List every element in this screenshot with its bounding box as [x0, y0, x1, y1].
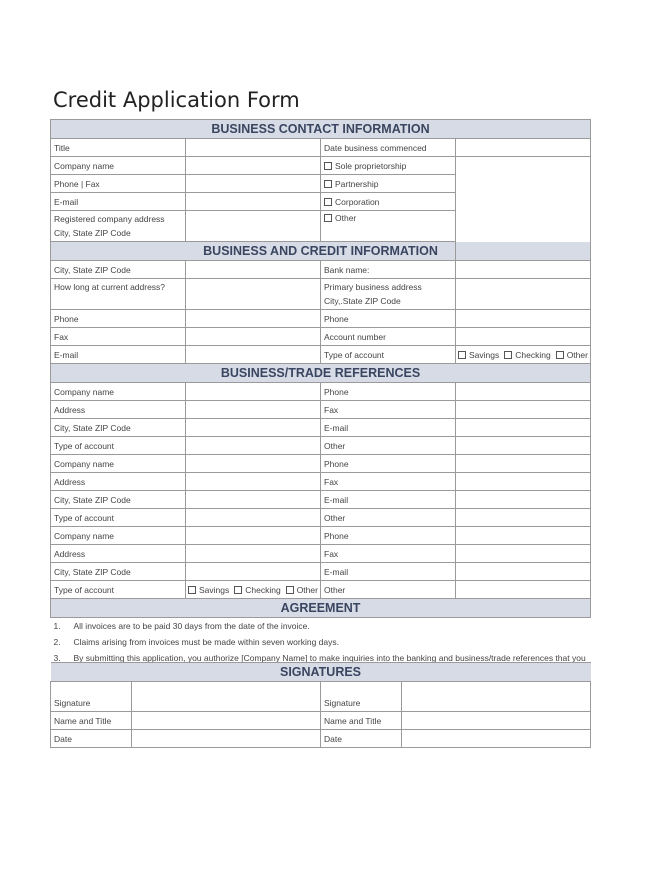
trade-references-header: BUSINESS/TRADE REFERENCES — [51, 364, 591, 383]
checkbox-icon[interactable] — [458, 351, 466, 359]
ref3-fax-input[interactable] — [456, 545, 591, 563]
ref2-fax-input[interactable] — [456, 473, 591, 491]
ref2-address-label: Address — [51, 473, 186, 491]
ref2-phone-label: Phone — [321, 455, 456, 473]
signature-label-2: Signature — [321, 682, 402, 712]
ref2-email-input[interactable] — [456, 491, 591, 509]
ref2-other-input[interactable] — [456, 509, 591, 527]
account-number-label: Account number — [321, 328, 456, 346]
phone-label: Phone — [51, 310, 186, 328]
ref1-other-label: Other — [321, 437, 456, 455]
ref3-fax-label: Fax — [321, 545, 456, 563]
option-partnership[interactable]: Partnership — [321, 175, 456, 193]
ref3-email-input[interactable] — [456, 563, 591, 581]
bank-name-label: Bank name: — [321, 261, 456, 279]
company-name-input[interactable] — [186, 157, 321, 175]
ref3-phone-label: Phone — [321, 527, 456, 545]
credit-application-table — [50, 119, 591, 681]
agreement-item: 2. Claims arising from invoices must be made within seven working days. — [53, 637, 339, 647]
bank-phone-input[interactable] — [456, 310, 591, 328]
title-label: Title — [51, 139, 186, 157]
date-commenced-label: Date business commenced — [321, 139, 456, 157]
email-input[interactable] — [186, 193, 321, 211]
ref2-phone-input[interactable] — [456, 455, 591, 473]
date-label: Date — [51, 730, 132, 748]
ref2-address-input[interactable] — [186, 473, 321, 491]
ref2-company-input[interactable] — [186, 455, 321, 473]
ref2-city-label: City, State ZIP Code — [51, 491, 186, 509]
ref1-email-input[interactable] — [456, 419, 591, 437]
fax-input[interactable] — [186, 328, 321, 346]
primary-address-label: Primary business address City,.State ZIP Code — [321, 279, 456, 310]
ref3-address-label: Address — [51, 545, 186, 563]
checkbox-icon[interactable] — [504, 351, 512, 359]
ref1-other-input[interactable] — [456, 437, 591, 455]
ref3-account-type-label: Type of account — [51, 581, 186, 599]
agreement-header: AGREEMENT — [51, 599, 591, 618]
date-input-2[interactable] — [402, 730, 591, 748]
phone-fax-label: Phone | Fax — [51, 175, 186, 193]
ref2-city-input[interactable] — [186, 491, 321, 509]
city-state-zip-input[interactable] — [186, 261, 321, 279]
signature-label: Signature — [51, 682, 132, 712]
ref2-fax-label: Fax — [321, 473, 456, 491]
signature-input[interactable] — [132, 682, 321, 712]
option-other[interactable]: Other — [286, 585, 318, 595]
ref3-account-type-options — [186, 581, 321, 599]
option-checking[interactable]: Checking — [504, 350, 550, 360]
account-type-label: Type of account — [321, 346, 456, 364]
ref1-address-label: Address — [51, 401, 186, 419]
option-other[interactable]: Other — [321, 211, 456, 242]
ref3-other-label: Other — [321, 581, 456, 599]
signature-input-2[interactable] — [402, 682, 591, 712]
phone-input[interactable] — [186, 310, 321, 328]
ref1-company-label: Company name — [51, 383, 186, 401]
agreement-item: 1. All invoices are to be paid 30 days from the date of the invoice. — [53, 621, 310, 631]
city-state-zip-label: City, State ZIP Code — [51, 261, 186, 279]
ref2-account-type-label: Type of account — [51, 509, 186, 527]
ref1-fax-label: Fax — [321, 401, 456, 419]
page-title: Credit Application Form — [53, 88, 300, 112]
option-sole-proprietorship[interactable]: Sole proprietorship — [321, 157, 456, 175]
checkbox-icon[interactable] — [324, 180, 332, 188]
ref3-city-label: City, State ZIP Code — [51, 563, 186, 581]
ref1-account-type-label: Type of account — [51, 437, 186, 455]
date-commenced-input[interactable] — [456, 139, 591, 157]
checkbox-icon[interactable] — [324, 162, 332, 170]
signatures-header: SIGNATURES — [51, 663, 591, 682]
ref3-company-input[interactable] — [186, 527, 321, 545]
checkbox-icon[interactable] — [234, 586, 242, 594]
date-input[interactable] — [132, 730, 321, 748]
ref1-account-type-input[interactable] — [186, 437, 321, 455]
name-title-input[interactable] — [132, 712, 321, 730]
bank-phone-label: Phone — [321, 310, 456, 328]
agreement-item: 3. By submitting this application, you authorize [Company Name] to make inquiries into the banking and business/trade references that you — [53, 653, 586, 663]
company-name-label: Company name — [51, 157, 186, 175]
name-title-input-2[interactable] — [402, 712, 591, 730]
time-at-address-input[interactable] — [186, 279, 321, 310]
date-label-2: Date — [321, 730, 402, 748]
name-title-label: Name and Title — [51, 712, 132, 730]
ref3-other-input[interactable] — [456, 581, 591, 599]
name-title-label-2: Name and Title — [321, 712, 402, 730]
ref3-email-label: E-mail — [321, 563, 456, 581]
signatures-table — [50, 662, 591, 748]
business-contact-header: BUSINESS CONTACT INFORMATION — [51, 120, 591, 139]
fax-label: Fax — [51, 328, 186, 346]
account-number-input[interactable] — [456, 328, 591, 346]
option-corporation[interactable]: Corporation — [321, 193, 456, 211]
primary-address-input[interactable] — [456, 279, 591, 310]
option-savings[interactable]: Savings — [188, 585, 229, 595]
option-other[interactable]: Other — [556, 350, 588, 360]
checkbox-icon[interactable] — [188, 586, 196, 594]
account-type-options — [456, 346, 591, 364]
option-checking[interactable]: Checking — [234, 585, 280, 595]
ref3-city-input[interactable] — [186, 563, 321, 581]
registered-address-label: Registered company address City, State ZIP Code — [51, 211, 186, 242]
credit-email-label: E-mail — [51, 346, 186, 364]
ref3-company-label: Company name — [51, 527, 186, 545]
ref1-fax-input[interactable] — [456, 401, 591, 419]
ref2-account-type-input[interactable] — [186, 509, 321, 527]
ref1-phone-input[interactable] — [456, 383, 591, 401]
ref1-phone-label: Phone — [321, 383, 456, 401]
ref1-email-label: E-mail — [321, 419, 456, 437]
registered-address-input[interactable] — [186, 211, 321, 242]
ref1-address-input[interactable] — [186, 401, 321, 419]
checkbox-icon[interactable] — [286, 586, 294, 594]
ref2-company-label: Company name — [51, 455, 186, 473]
option-savings[interactable]: Savings — [458, 350, 499, 360]
checkbox-icon[interactable] — [324, 198, 332, 206]
credit-email-input[interactable] — [186, 346, 321, 364]
phone-fax-input[interactable] — [186, 175, 321, 193]
checkbox-icon[interactable] — [324, 214, 332, 222]
email-label: E-mail — [51, 193, 186, 211]
title-input[interactable] — [186, 139, 321, 157]
ref1-company-input[interactable] — [186, 383, 321, 401]
ref1-city-input[interactable] — [186, 419, 321, 437]
ref2-email-label: E-mail — [321, 491, 456, 509]
ref1-city-label: City, State ZIP Code — [51, 419, 186, 437]
ref3-phone-input[interactable] — [456, 527, 591, 545]
business-credit-header: BUSINESS AND CREDIT INFORMATION — [51, 242, 591, 261]
bank-name-input[interactable] — [456, 261, 591, 279]
time-at-address-label: How long at current address? — [51, 279, 186, 310]
ref2-other-label: Other — [321, 509, 456, 527]
checkbox-icon[interactable] — [556, 351, 564, 359]
ref3-address-input[interactable] — [186, 545, 321, 563]
